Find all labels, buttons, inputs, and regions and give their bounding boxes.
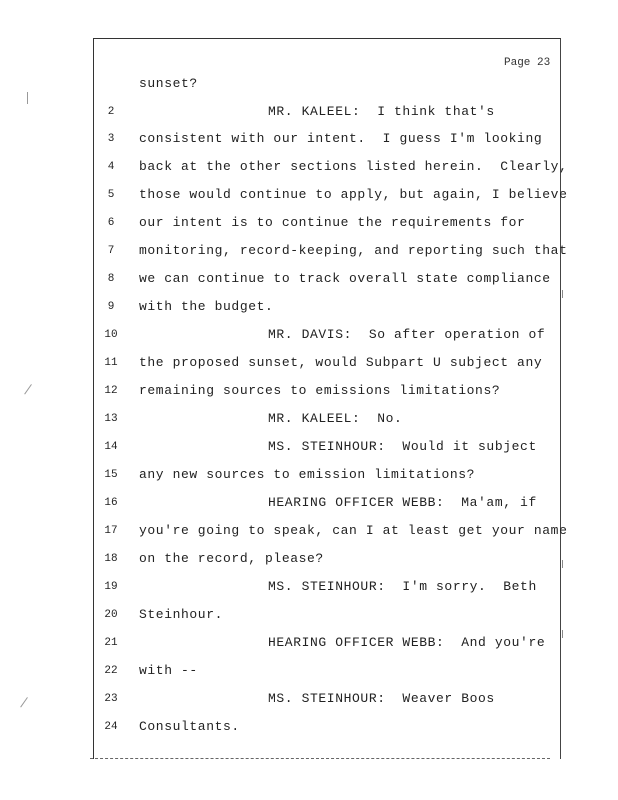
scan-mark	[27, 92, 34, 104]
transcript-line: any new sources to emission limitations?	[139, 467, 476, 482]
line-number: 15	[104, 469, 118, 481]
line-number: 24	[104, 721, 118, 733]
line-number: 11	[104, 357, 118, 369]
transcript-line: remaining sources to emissions limitations?	[139, 383, 501, 398]
scan-mark	[24, 384, 37, 398]
line-number: 19	[104, 581, 118, 593]
transcript-line: the proposed sunset, would Subpart U subject any	[139, 355, 543, 370]
transcript-line: those would continue to apply, but again, I believe	[139, 187, 568, 202]
transcript-line: we can continue to track overall state compliance	[139, 271, 551, 286]
transcript-line: MS. STEINHOUR: Weaver Boos	[268, 691, 495, 706]
transcript-line: Consultants.	[139, 719, 240, 734]
line-number: 13	[104, 413, 118, 425]
scan-mark	[20, 697, 33, 711]
transcript-line: HEARING OFFICER WEBB: Ma'am, if	[268, 495, 537, 510]
page-bottom-rule	[90, 758, 550, 759]
transcript-line: MR. KALEEL: I think that's	[268, 104, 495, 119]
line-number: 6	[107, 217, 115, 229]
line-number: 22	[104, 665, 118, 677]
line-number: 18	[104, 553, 118, 565]
transcript-line: with the budget.	[139, 299, 274, 314]
transcript-line: consistent with our intent. I guess I'm looking	[139, 131, 543, 146]
transcript-line: sunset?	[139, 76, 198, 91]
line-number: 16	[104, 497, 118, 509]
page-number-label: Page 23	[504, 57, 551, 69]
line-number: 12	[104, 385, 118, 397]
line-number: 23	[104, 693, 118, 705]
line-number: 7	[107, 245, 115, 257]
transcript-line: our intent is to continue the requirements for	[139, 215, 526, 230]
transcript-line: MR. DAVIS: So after operation of	[268, 327, 546, 342]
scan-mark	[562, 560, 566, 568]
transcript-line: on the record, please?	[139, 551, 324, 566]
line-number: 2	[107, 106, 115, 118]
line-number: 3	[107, 133, 115, 145]
line-number: 5	[107, 189, 115, 201]
transcript-line: MR. KALEEL: No.	[268, 411, 403, 426]
scan-mark	[562, 630, 566, 638]
line-number: 4	[107, 161, 115, 173]
scan-mark	[562, 290, 566, 298]
transcript-line: you're going to speak, can I at least get your name	[139, 523, 568, 538]
transcript-line: MS. STEINHOUR: Would it subject	[268, 439, 537, 454]
line-number: 21	[104, 637, 118, 649]
transcript-line: Steinhour.	[139, 607, 224, 622]
line-number: 8	[107, 273, 115, 285]
transcript-page-border	[93, 38, 561, 759]
transcript-line: back at the other sections listed herein. Clearly,	[139, 159, 568, 174]
line-number: 20	[104, 609, 118, 621]
line-number: 9	[107, 301, 115, 313]
transcript-line: MS. STEINHOUR: I'm sorry. Beth	[268, 579, 537, 594]
line-number: 10	[104, 329, 118, 341]
line-number: 17	[104, 525, 118, 537]
transcript-line: HEARING OFFICER WEBB: And you're	[268, 635, 546, 650]
line-number: 14	[104, 441, 118, 453]
transcript-line: monitoring, record-keeping, and reporting such that	[139, 243, 568, 258]
transcript-line: with --	[139, 663, 198, 678]
